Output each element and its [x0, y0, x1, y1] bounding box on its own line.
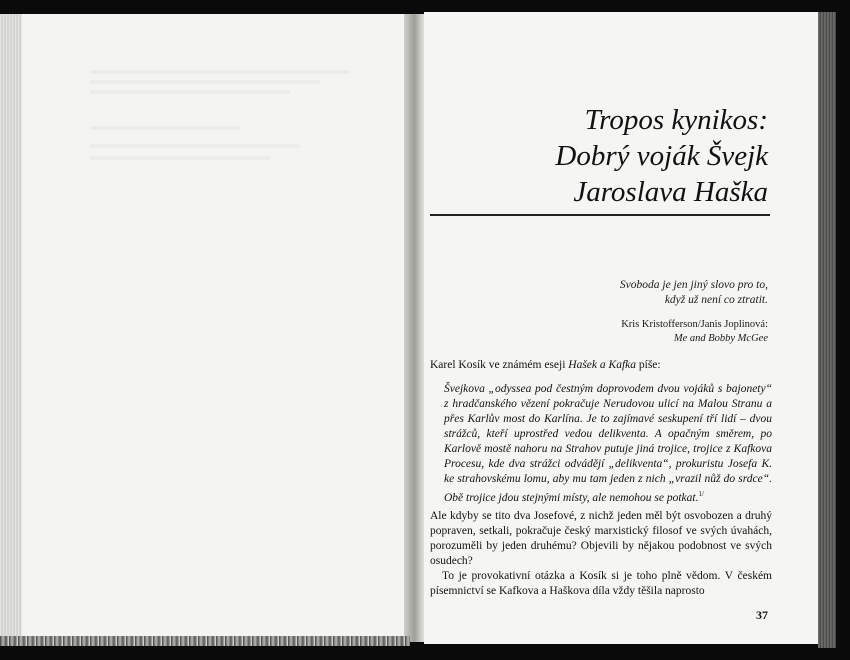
epigraph-line-2: když už není co ztratit.: [664, 294, 768, 306]
body-paragraph-2: To je provokativní otázka a Kosík si je toho plně vědom. V českém písemnictví se Kafkova a Haškova díla vždy těšila naprosto: [430, 570, 772, 597]
show-through-line: [90, 90, 290, 94]
epigraph-line-1: Svoboda je jen jiný slovo pro to,: [619, 279, 768, 291]
intro-suffix: píše:: [636, 359, 661, 371]
epigraph-attribution: [621, 318, 768, 346]
bottom-edge-strip: [0, 636, 410, 646]
intro-work-title: Hašek a Kafka: [568, 359, 636, 371]
title-line-1: Tropos kynikos:: [584, 104, 768, 136]
block-quote: [444, 382, 772, 506]
chapter-title: [555, 102, 768, 210]
page-number: 37: [756, 608, 768, 622]
right-page-edge: [818, 12, 836, 648]
title-line-3: Jaroslava Haška: [573, 176, 768, 208]
show-through-line: [90, 80, 320, 84]
intro-text: Karel Kosík ve známém eseji: [430, 359, 569, 371]
intro-paragraph: [430, 358, 770, 373]
right-page: [424, 12, 818, 644]
attribution-song: Me and Bobby McGee: [673, 333, 768, 344]
epigraph: [620, 278, 768, 308]
left-page-blank: [22, 14, 410, 642]
title-line-2: Dobrý voják Švejk: [555, 140, 768, 172]
attribution-authors: Kris Kristofferson/Janis Joplinová:: [621, 319, 768, 330]
footnote-marker: 1/: [698, 490, 704, 498]
show-through-line: [90, 144, 300, 148]
left-page-edge: [0, 14, 22, 644]
title-rule: [430, 214, 770, 216]
show-through-line: [90, 126, 240, 130]
show-through-line: [90, 70, 350, 74]
show-through-line: [90, 156, 270, 160]
body-paragraph-1: Ale kdyby se tito dva Josefové, z nichž jeden měl být osvobozen a druhý popraven, setkali, pokračuje český marxistický filosof ve svých úvahách, porozuměli by jeden druhému? Objevili by nějakou podobnost ve svých osudech?: [430, 510, 772, 567]
quote-text: Švejkova „odyssea pod čestným doprovodem dvou vojáků s bajonety“ z hradčanského vězení pokračuje Nerudovou ulicí na Malou Stranu a přes Karlův most do Karlína. Je to zajímavé seskupení tří lidí – dvou strážců, kteří uprostřed vedou delikventa. A opačným směrem, po Karlově mostě nahoru na Strahov putuje jiná trojice, trojice z Kafkova Procesu, kde dva strážci odvádějí „delikventa“, prokuristu Josefa K. ke strahovskému lomu, aby mu tam jeden z nich „vrazil nůž do srdce“. Obě trojice jdou stejnými místy, ale nemohou se potkat.: [444, 383, 772, 504]
